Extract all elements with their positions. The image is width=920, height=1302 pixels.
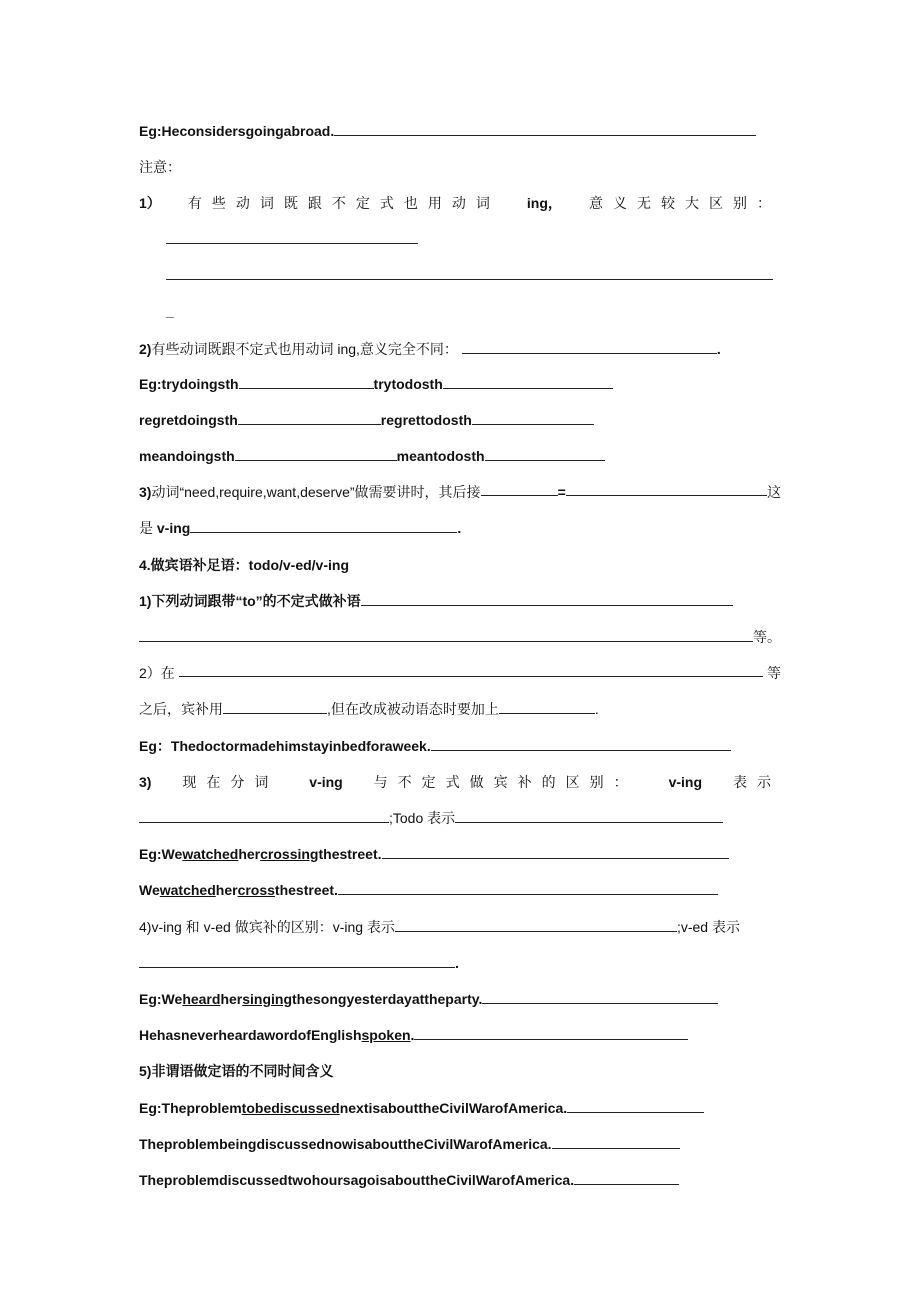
answer-blank[interactable]	[443, 376, 613, 389]
s4-item-1-line-2: 等。	[139, 628, 781, 646]
note-2: 2)有些动词既跟不定式也用动词 ing,意义完全不同： .	[139, 341, 721, 357]
answer-blank[interactable]	[239, 376, 374, 389]
try-row: Eg:trydoingsth trytodosth	[139, 375, 613, 393]
answer-blank[interactable]	[499, 701, 595, 714]
s4-item-4-line-2: .	[139, 954, 459, 972]
answer-blank[interactable]	[566, 483, 767, 496]
note-1: 1） 有些动词既跟不定式也用动词 ing， 意义无较大区别：	[139, 195, 781, 211]
section-4-heading: 4.做宾语补足语：todo/v-ed/v-ing	[139, 557, 349, 573]
answer-blank[interactable]	[166, 231, 418, 244]
note-1-blank-2	[166, 266, 773, 284]
answer-blank[interactable]	[431, 738, 731, 751]
answer-blank[interactable]	[382, 846, 729, 859]
answer-blank[interactable]	[139, 810, 389, 823]
answer-blank[interactable]	[395, 919, 677, 932]
s4-item-4: 4)v-ing 和 v-ed 做宾补的区别：v-ing 表示 ;v-ed 表示	[139, 919, 740, 935]
s4-item-3: 3) 现在分词 v-ing 与不定式做宾补的区别： v-ing 表示	[139, 774, 781, 790]
note-3: 3) 动词“need,require,want,deserve”做需要讲时，其后接 = 这	[139, 484, 781, 500]
answer-blank[interactable]	[482, 991, 718, 1004]
note-1-dash: _	[166, 303, 174, 319]
note-1-blank-1	[166, 230, 418, 248]
answer-blank[interactable]	[414, 1027, 688, 1040]
regret-row: regretdoingsth regrettodosth	[139, 411, 594, 429]
answer-blank[interactable]	[223, 701, 327, 714]
answer-blank[interactable]	[485, 448, 605, 461]
answer-blank[interactable]	[481, 483, 558, 496]
answer-blank[interactable]	[139, 955, 455, 968]
note-label: 注意：	[139, 159, 181, 175]
example-problem-3: TheproblemdiscussedtwohoursagoisabouttheCivilWarofAmerica.	[139, 1171, 679, 1189]
answer-blank[interactable]	[462, 341, 717, 354]
answer-blank[interactable]	[235, 448, 397, 461]
note-3-line-2: 是 v-ing .	[139, 520, 462, 536]
answer-blank[interactable]	[567, 1100, 704, 1113]
example-spoken: HehasneverheardawordofEnglishspoken.	[139, 1026, 688, 1044]
s4-item-5: 5)非谓语做定语的不同时间含义	[139, 1063, 334, 1079]
example-cross: Wewatchedhercrossthestreet.	[139, 881, 718, 899]
mean-row: meandoingsth meantodosth	[139, 447, 605, 465]
answer-blank[interactable]	[455, 810, 723, 823]
s4-item-2-line-2: 之后，宾补用 ,但在改成被动语态时要加上 .	[139, 701, 599, 717]
answer-blank[interactable]	[139, 629, 753, 642]
answer-blank[interactable]	[338, 882, 718, 895]
answer-blank[interactable]	[238, 412, 381, 425]
s4-item-3-line-2: ;Todo 表示	[139, 809, 723, 827]
example-doctor: Eg：Thedoctormadehimstayinbedforaweek.	[139, 737, 731, 755]
answer-blank[interactable]	[472, 412, 594, 425]
answer-blank[interactable]	[574, 1172, 679, 1185]
s4-item-1: 1)下列动词跟带“to”的不定式做补语	[139, 592, 733, 610]
example-crossing: Eg:Wewatchedhercrossingthestreet.	[139, 845, 729, 863]
example-problem-1: Eg:TheproblemtobediscussednextisabouttheCivilWarofAmerica.	[139, 1099, 704, 1117]
example-problem-2: TheproblembeingdiscussednowisabouttheCivilWarofAmerica.	[139, 1135, 680, 1153]
example-singing: Eg:Weheardhersingingthesongyesterdayattheparty.	[139, 990, 718, 1008]
s4-item-2: 2）在 等	[139, 665, 781, 681]
example-abroad: Eg:Heconsidersgoingabroad.	[139, 122, 756, 140]
answer-blank[interactable]	[552, 1136, 680, 1149]
answer-blank[interactable]	[190, 520, 457, 533]
answer-blank[interactable]	[334, 123, 756, 136]
answer-blank[interactable]	[166, 267, 773, 280]
answer-blank[interactable]	[179, 664, 763, 677]
answer-blank[interactable]	[361, 593, 733, 606]
